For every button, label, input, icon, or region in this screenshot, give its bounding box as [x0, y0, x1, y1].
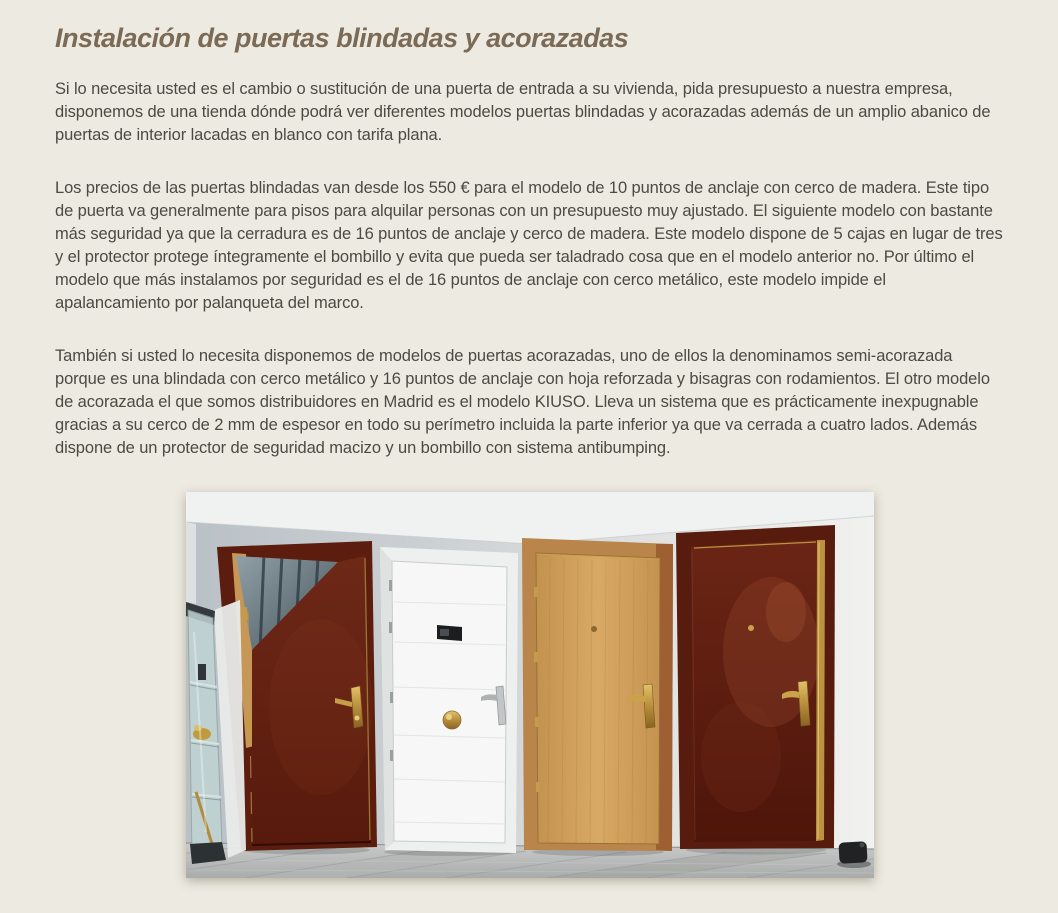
gold-frame-strip — [816, 540, 825, 841]
hinge-icon — [246, 717, 252, 733]
page-title: Instalación de puertas blindadas y acorazadas — [55, 23, 629, 53]
paragraph-intro: Si lo necesita usted es el cambio o sustitución de una puerta de entrada a su vivienda, pida presupuesto a nuestra empresa, disponemos de una tienda dónde podrá ver diferentes modelos puertas blindadas y acorazadas además de un amplio abanico de puertas de interior lacadas en blanco con tarifa plana. — [55, 79, 991, 144]
wall-corner-highlight — [186, 522, 196, 604]
peephole-icon — [748, 625, 754, 631]
door-blindada-roble — [522, 538, 673, 851]
door-acorazada-caoba — [676, 525, 835, 849]
gold-knob-icon — [443, 711, 461, 729]
paragraph-acorazadas: También si usted lo necesita disponemos de modelos de puertas acorazadas, uno de ellos la denominamos semi-acorazada porque es una blindada con cerco metálico y 16 puntos de anclaje con hoja reforzada y bisagras con rodamientos. El otro modelo de acorazada el que somos distribuidores en Madrid es el modelo KIUSO. Lleva un sistema que es prácticamente inexpugnable gracias a su cerco de 2 mm de espesor en todo su perímetro incluida la parte inferior ya que va cerrada a cuatro lados. Además dispone de un protector de seguridad macizo y un bombillo con sistema antibumping. — [55, 346, 990, 457]
black-bag-on-floor — [837, 841, 871, 868]
paragraph-precios-blindadas: Los precios de las puertas blindadas van desde los 550 € para el modelo de 10 puntos de anclaje con cerco de madera. Este tipo de puerta va generalmente para pisos para alquilar personas con un presupuesto muy ajustado. El siguiente modelo con bastante más seguridad ya que la cerradura es de 16 puntos de anclaje y cerco de madera. Este modelo dispone de 5 cajas en lugar de tres y el protector protege íntegramente el bombillo y evita que pueda ser taladrado cosa que en el modelo anterior no. Por último el modelo que más instalamos por seguridad es el de 16 puntos de anclaje con cerco metálico, este modelo impide el apalancamiento por palanqueta del marco. — [55, 178, 1003, 312]
doors-photo-illustration — [186, 492, 874, 878]
peephole-icon — [591, 626, 597, 632]
doors-showroom-photo — [186, 492, 874, 878]
digital-viewer-icon — [437, 625, 462, 641]
door-lacada-blanca — [380, 547, 518, 853]
cabinet-item — [198, 664, 206, 680]
hinge-icon — [242, 607, 248, 621]
